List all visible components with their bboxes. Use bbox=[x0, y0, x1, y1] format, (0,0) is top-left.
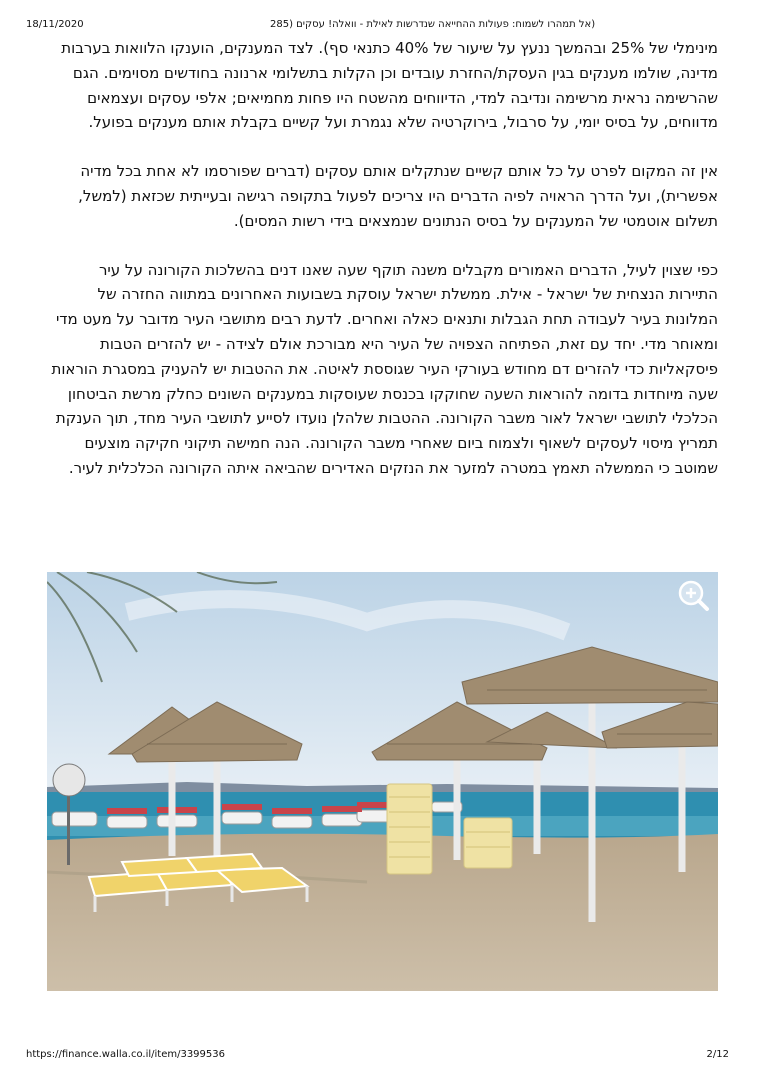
article-paragraph: אין זה המקום לפרט על כל אותם קשיים שנתקלים אותם עסקים (דברים שפורסמו לא אחת בכל מדיה אפשרית), ועל הדרך הראויה לפיה הדברים היו צריכים לפעול בתקופה רגישה ובעייתית שכזאת (למשל, תשלום אוטמטי של המענקים על בסיס הנתונים שנמצאים בידי רשות המסים). bbox=[78, 162, 718, 230]
page-url: https://finance.walla.co.il/item/3399536 bbox=[26, 1049, 225, 1060]
print-date: 18/11/2020 bbox=[26, 19, 84, 30]
beach-scene-illustration bbox=[47, 572, 718, 991]
article-paragraph: כפי שצוין לעיל, הדברים האמורים מקבלים משנה תוקף שעה שאנו דנים בהשלכות הקורונה על עיר התיירות הנצחית של ישראל - אילת. ממשלת ישראל עוסקת בשבועות האחרונים במתווה החזרה של המלונות בעיר לעבודה תחת הגבלות ותנאים כאלה ואחרים. לדעת רבים מתושבי העיר מדובר על מעט מדי ומאוחר מדי. יחד עם זאת, הפתיחה הצפויה של העיר היא מבורכת אולם לצידה - יש להזרים הטבות פיסקאליות כדי להזרים דם מחודש בעורקי העיר שגוססת לאיטה. את ההטבות יש להעניק במסגרת הוראות שעה מיוחדות בדומה להוראות השעה שחוקקו בכנסת שעוסקות במענקים השונים כחלק מרשת הביטחון הכלכלי לתושבי ישראל לאור משבר הקורונה. ההטבות שלהלן נועדו לסייע לתושבי העיר מחד, תוך הענקת תמריץ מיסוי לעסקים לשאוף ולצמוח ביום שאחרי משבר הקורונה. הנה חמישה תיקוני חקיקה מוצעים שמוטב כי הממשלה תאמץ במטרה למזער את הנזקים האדירים שהביאה איתה הקורונה הכלכלית לעיר. bbox=[51, 260, 718, 477]
zoom-in-icon[interactable] bbox=[676, 578, 710, 612]
article-body bbox=[46, 36, 718, 505]
print-page-title: (אל תמהרו לשמוח: פעולות ההחייאה שנדרשות לאילת - וואלה! עסקים (285 bbox=[270, 19, 596, 30]
article-paragraph: מינימלי של 25% ובהמשך ננעץ על שיעור של 40% כתנאי סף). לצד המענקים, הוענקו הלוואות בערבות מדינה, שולמו מענקים בגין העסקת/החזרת עובדים וכן הקלות בתשלומי ארנונה בחודשים מסוימים. הגם שהרשימה נראית מרשימה ונדיבה למדי, הדיווחים מהשטח היו פחות מחמיאים; אלפי עסקים ועצמאים מדווחים, על בסיס יומי, על סרבול, בירוקרטיה שלא נגמרת ועל קשיים בקבלת אותם מענקים בפועל. bbox=[61, 39, 718, 132]
beach-photo bbox=[47, 572, 718, 991]
page-number: 2/12 bbox=[706, 1049, 729, 1060]
